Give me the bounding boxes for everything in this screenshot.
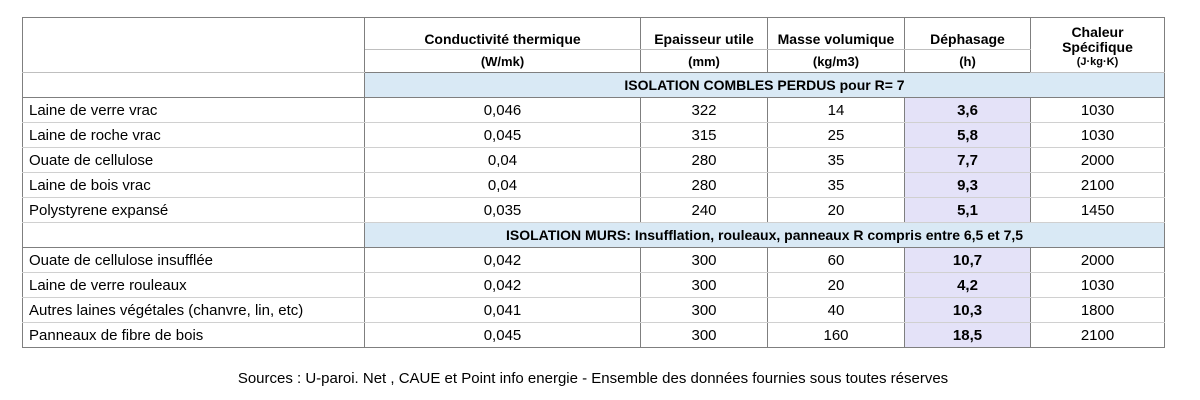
section-title: ISOLATION MURS: Insufflation, rouleaux, panneaux R compris entre 6,5 et 7,5 bbox=[365, 223, 1165, 248]
section-blank-cell bbox=[23, 73, 365, 98]
dephasage-value: 4,2 bbox=[905, 273, 1031, 298]
material-name: Polystyrene expansé bbox=[23, 198, 365, 223]
unit-epaisseur: (mm) bbox=[641, 50, 768, 73]
masse-value: 40 bbox=[768, 298, 905, 323]
masse-value: 160 bbox=[768, 323, 905, 348]
masse-value: 14 bbox=[768, 98, 905, 123]
conductivite-value: 0,041 bbox=[365, 298, 641, 323]
dephasage-value: 9,3 bbox=[905, 173, 1031, 198]
section-row-murs bbox=[23, 223, 1165, 248]
masse-value: 60 bbox=[768, 248, 905, 273]
epaisseur-value: 280 bbox=[641, 148, 768, 173]
insulation-comparison-table bbox=[22, 17, 1165, 348]
table-row bbox=[23, 148, 1165, 173]
table-row bbox=[23, 123, 1165, 148]
chaleur-value: 1030 bbox=[1031, 273, 1165, 298]
unit-dephasage: (h) bbox=[905, 50, 1031, 73]
chaleur-value: 1800 bbox=[1031, 298, 1165, 323]
table-row bbox=[23, 173, 1165, 198]
chaleur-value: 1030 bbox=[1031, 123, 1165, 148]
table-row bbox=[23, 298, 1165, 323]
conductivite-value: 0,04 bbox=[365, 148, 641, 173]
conductivite-value: 0,045 bbox=[365, 323, 641, 348]
conductivite-value: 0,04 bbox=[365, 173, 641, 198]
epaisseur-value: 240 bbox=[641, 198, 768, 223]
unit-masse: (kg/m3) bbox=[768, 50, 905, 73]
header-chaleur bbox=[1031, 18, 1165, 73]
masse-value: 20 bbox=[768, 198, 905, 223]
dephasage-value: 5,8 bbox=[905, 123, 1031, 148]
dephasage-value: 7,7 bbox=[905, 148, 1031, 173]
material-name: Ouate de cellulose insufflée bbox=[23, 248, 365, 273]
header-dephasage: Déphasage bbox=[905, 18, 1031, 50]
dephasage-value: 10,3 bbox=[905, 298, 1031, 323]
unit-chaleur: (J·kg·K) bbox=[1076, 56, 1119, 68]
table-body bbox=[23, 73, 1165, 348]
epaisseur-value: 300 bbox=[641, 298, 768, 323]
unit-conductivite: (W/mk) bbox=[365, 50, 641, 73]
epaisseur-value: 300 bbox=[641, 248, 768, 273]
conductivite-value: 0,046 bbox=[365, 98, 641, 123]
epaisseur-value: 280 bbox=[641, 173, 768, 198]
masse-value: 25 bbox=[768, 123, 905, 148]
epaisseur-value: 300 bbox=[641, 323, 768, 348]
epaisseur-value: 322 bbox=[641, 98, 768, 123]
material-name: Laine de bois vrac bbox=[23, 173, 365, 198]
header-epaisseur: Epaisseur utile bbox=[641, 18, 768, 50]
conductivite-value: 0,042 bbox=[365, 273, 641, 298]
header-conductivite: Conductivité thermique bbox=[365, 18, 641, 50]
section-blank-cell bbox=[23, 223, 365, 248]
material-name: Laine de verre rouleaux bbox=[23, 273, 365, 298]
chaleur-value: 2000 bbox=[1031, 248, 1165, 273]
epaisseur-value: 300 bbox=[641, 273, 768, 298]
material-name: Laine de roche vrac bbox=[23, 123, 365, 148]
conductivite-value: 0,035 bbox=[365, 198, 641, 223]
dephasage-value: 3,6 bbox=[905, 98, 1031, 123]
header-chaleur-line2: Spécifique bbox=[1062, 39, 1133, 55]
chaleur-value: 2000 bbox=[1031, 148, 1165, 173]
epaisseur-value: 315 bbox=[641, 123, 768, 148]
masse-value: 35 bbox=[768, 173, 905, 198]
sources-note: Sources : U-paroi. Net , CAUE et Point info energie - Ensemble des données fournies sous toutes réserves bbox=[237, 370, 949, 387]
header-masse: Masse volumique bbox=[768, 18, 905, 50]
corner-cell bbox=[23, 18, 365, 73]
table-row bbox=[23, 248, 1165, 273]
masse-value: 35 bbox=[768, 148, 905, 173]
masse-value: 20 bbox=[768, 273, 905, 298]
chaleur-value: 2100 bbox=[1031, 323, 1165, 348]
section-row-combles bbox=[23, 73, 1165, 98]
material-name: Ouate de cellulose bbox=[23, 148, 365, 173]
chaleur-value: 1450 bbox=[1031, 198, 1165, 223]
dephasage-value: 18,5 bbox=[905, 323, 1031, 348]
header-chaleur-line1: Chaleur bbox=[1071, 24, 1124, 40]
header-row bbox=[23, 18, 1165, 50]
chaleur-value: 1030 bbox=[1031, 98, 1165, 123]
table-row bbox=[23, 198, 1165, 223]
material-name: Autres laines végétales (chanvre, lin, etc) bbox=[23, 298, 365, 323]
table-row bbox=[23, 98, 1165, 123]
dephasage-value: 10,7 bbox=[905, 248, 1031, 273]
chaleur-value: 2100 bbox=[1031, 173, 1165, 198]
conductivite-value: 0,045 bbox=[365, 123, 641, 148]
table-row bbox=[23, 323, 1165, 348]
conductivite-value: 0,042 bbox=[365, 248, 641, 273]
material-name: Laine de verre vrac bbox=[23, 98, 365, 123]
material-name: Panneaux de fibre de bois bbox=[23, 323, 365, 348]
dephasage-value: 5,1 bbox=[905, 198, 1031, 223]
table-row bbox=[23, 273, 1165, 298]
section-title: ISOLATION COMBLES PERDUS pour R= 7 bbox=[365, 73, 1165, 98]
